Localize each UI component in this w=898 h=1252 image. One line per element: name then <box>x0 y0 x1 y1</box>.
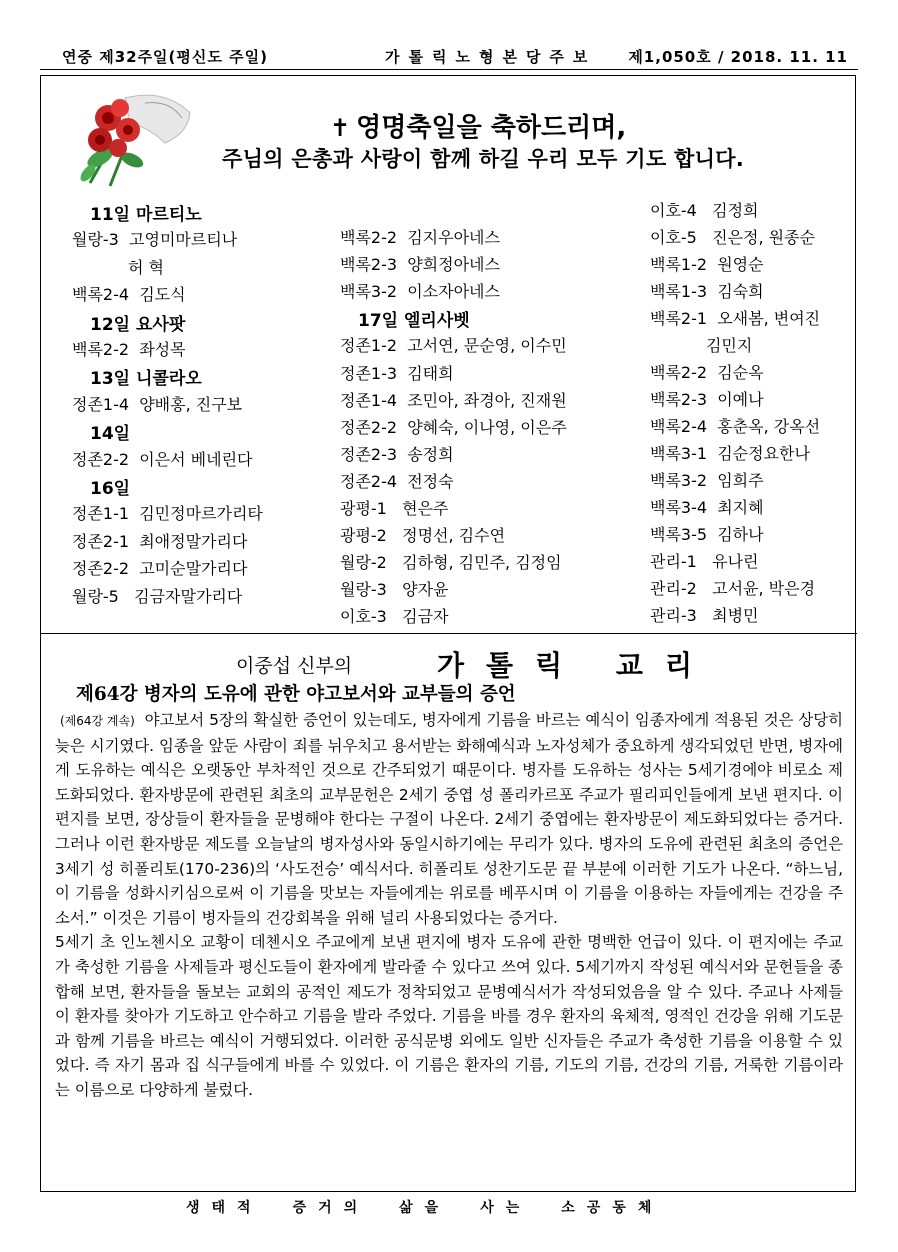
catechism-section-header <box>40 644 858 684</box>
feast-day-heading: 16일 <box>90 479 131 499</box>
feast-name-entry: 백록2-2 김순옥 <box>650 363 764 382</box>
feast-name-entry: 정존2-4 전정숙 <box>340 471 454 491</box>
lecture-title: 제64강 병자의 도유에 관한 야고보서와 교부들의 증언 <box>76 684 516 705</box>
header-liturgical-day: 연중 제32주일(평신도 주일) <box>62 48 268 66</box>
lecture-paragraph-2: 5세기 초 인노첸시오 교황이 데첸시오 주교에게 보낸 편지에 병자 도유에 관한 명백한 언급이 있다. 이 편지에는 주교가 축성한 기름을 사제들과 평신도들이 환자에게 발라줄 수 있다고 쓰여 있다. 5세기까지 작성된 예식서와 문헌들을 종합해 보면, 환자들을 돌보는 교회의 공적인 제도가 정착되었고 문병예식서가 작성되었음을 알 수 있다. 주교나 사제들이 환자를 찾아가 기도하고 안수하고 기름을 발라 주었다. 기름을 바를 경우 환자의 육체적, 영적인 건강을 위해 기도문과 함께 기름을 바르는 예식이 거행되었다. 이러한 공식문병 외에도 일반 신자들은 주교가 축성한 기름을 이용할 수 있었다. 즉 자기 몸과 집 식구들에게 바를 수 있었다. 이 기름은 환자의 기름, 기도의 기름, 건강의 기름, 거룩한 기름이라는 이름으로 다양하게 불렀다. <box>55 933 843 1099</box>
feast-name-entry: 이호-4 김정희 <box>650 201 759 220</box>
feast-name-entry: 정존2-1 최애정말가리다 <box>72 531 248 551</box>
lecture-paragraph-1: (제64강 계속) 야고보서 5장의 확실한 증언이 있는데도, 병자에게 기름을 바르는 예식이 임종자에게 적용된 것은 상당히 늦은 시기였다. 임종을 앞둔 사람이 죄를 뉘우치고 용서받는 화해예식과 노자성체가 중요하게 생각되었던 반면, 병자에게 도유하는 예식은 오랫동안 부차적인 것으로 간주되었기 때문이다. 병자를 도유하는 성사는 5세기경에야 비로소 제도화되었다. 환자방문에 관련된 최초의 교부문헌은 2세기 중엽 성 폴리카르포 주교가 필리피인들에게 보낸 편지다. 이 편지를 보면, 장상들이 환자들을 문병해야 한다는 구절이 나온다. 2세기 중엽에는 환자방문이 제도화되었다는 증거다. 그러나 이런 환자방문 제도를 오늘날의 병자성사와 동일시하기에는 무리가 있다. 병자의 도유에 관련된 최초의 증언은 3세기 성 히폴리토(170-236)의 ‘사도전승’ 예식서다. 히폴리토 성찬기도문 끝 부분에 이러한 기도가 나온다. “하느님, 이 기름을 성화시키심으로써 이 기름을 맛보는 자들에게는 위로를 베푸시며 이 기름을 이용하는 자들에게는 건강을 주소서.” 이것은 기름이 병자들의 건강회복을 위해 널리 사용되었다는 증거다. <box>55 711 843 927</box>
feast-name-entry: 김민지 <box>650 336 753 355</box>
feast-name-entry: 관리-2 고서윤, 박은경 <box>650 579 816 598</box>
feast-name-entry: 허 혁 <box>72 257 164 277</box>
cross-icon: ✝ <box>330 114 351 142</box>
feast-name-entry: 월랑-3 고영미마르티나 <box>72 230 238 250</box>
feast-name-entry: 백록2-3 이예나 <box>650 390 764 409</box>
header-bulletin-name: 가톨릭노형본당주보 <box>385 48 597 66</box>
feast-name-entry: 정존1-3 김태희 <box>340 363 454 383</box>
feast-name-entry: 백록3-2 임희주 <box>650 471 764 490</box>
feast-name-entry: 백록3-2 이소자아네스 <box>340 282 500 302</box>
header-divider <box>40 69 858 70</box>
feast-name-entry: 정존1-4 양배홍, 진구보 <box>72 394 243 414</box>
bulletin-motto: 생태적 증거의 삶을 사는 소공동체 <box>186 1200 664 1216</box>
feast-name-entry: 정존2-3 송정희 <box>340 444 454 464</box>
section-title: 가톨릭 교리 <box>437 649 714 682</box>
feast-day-heading: 14일 <box>90 424 131 445</box>
feast-name-entry: 백록2-2 김지우아네스 <box>340 228 500 247</box>
feast-name-entry: 백록2-4 홍춘옥, 강옥선 <box>650 417 821 436</box>
greeting-line2: 주님의 은총과 사랑이 함께 하길 우리 모두 기도 합니다. <box>222 147 745 171</box>
feast-name-entry: 정존2-2 이은서 베네린다 <box>72 449 253 469</box>
feast-name-entry: 이호-5 진은정, 원종순 <box>650 228 816 247</box>
bulletin-header <box>40 44 858 70</box>
feast-name-entry: 백록2-4 김도식 <box>72 285 186 305</box>
feast-name-entry: 백록3-4 최지혜 <box>650 498 764 517</box>
feast-day-heading: 13일 니콜라오 <box>90 369 202 390</box>
feast-name-entry: 백록2-2 좌성목 <box>72 340 186 359</box>
feast-name-entry: 정존1-2 고서연, 문순영, 이수민 <box>340 336 567 356</box>
feast-name-entry: 광평-2 정명선, 김수연 <box>340 526 506 546</box>
feast-name-entry: 월랑-2 김하형, 김민주, 김정임 <box>340 553 562 573</box>
feast-name-entry: 정존2-2 고미순말가리다 <box>72 559 248 579</box>
feast-name-entry: 정존1-4 조민아, 좌경아, 진재원 <box>340 390 567 410</box>
section-divider <box>40 633 857 634</box>
section-author: 이중섭 신부의 <box>236 655 353 677</box>
feast-name-entry: 백록3-5 김하나 <box>650 525 764 544</box>
feast-name-entry: 광평-1 현은주 <box>340 499 449 518</box>
feast-day-heading: 11일 마르티노 <box>90 205 202 225</box>
feast-name-entry: 관리-3 최병민 <box>650 606 759 625</box>
feast-name-entry: 정존2-2 양혜숙, 이나영, 이은주 <box>340 417 567 437</box>
feast-name-entry: 백록2-1 오새봄, 변여진 <box>650 309 821 328</box>
feast-name-entry: 백록3-1 김순정요한나 <box>650 444 810 463</box>
continuation-tag: (제64강 계속) <box>59 714 135 728</box>
feast-name-entry: 백록1-2 원영순 <box>650 255 764 274</box>
feast-name-entry: 백록2-3 양희정아네스 <box>340 255 500 275</box>
rose-bouquet-image <box>70 88 195 188</box>
feast-day-heading: 12일 요사팟 <box>90 314 186 335</box>
greeting-line1: 영명축일을 축하드리며, <box>356 113 627 143</box>
header-issue-date: 제1,050호 / 2018. 11. 11 <box>628 48 848 66</box>
feast-name-entry: 관리-1 유나린 <box>650 552 759 571</box>
feast-day-heading: 17일 엘리사벳 <box>358 311 470 332</box>
feast-name-entry: 백록1-3 김숙희 <box>650 282 764 301</box>
feast-name-entry: 이호-3 김금자 <box>340 607 449 627</box>
feast-name-entry: 월랑-5 김금자말가리다 <box>72 586 243 606</box>
feast-name-entry: 정존1-1 김민정마르가리타 <box>72 504 263 524</box>
lecture-body <box>55 708 843 1103</box>
feast-name-entry: 월랑-3 양자윤 <box>340 580 449 600</box>
feast-greeting-title <box>330 107 626 144</box>
